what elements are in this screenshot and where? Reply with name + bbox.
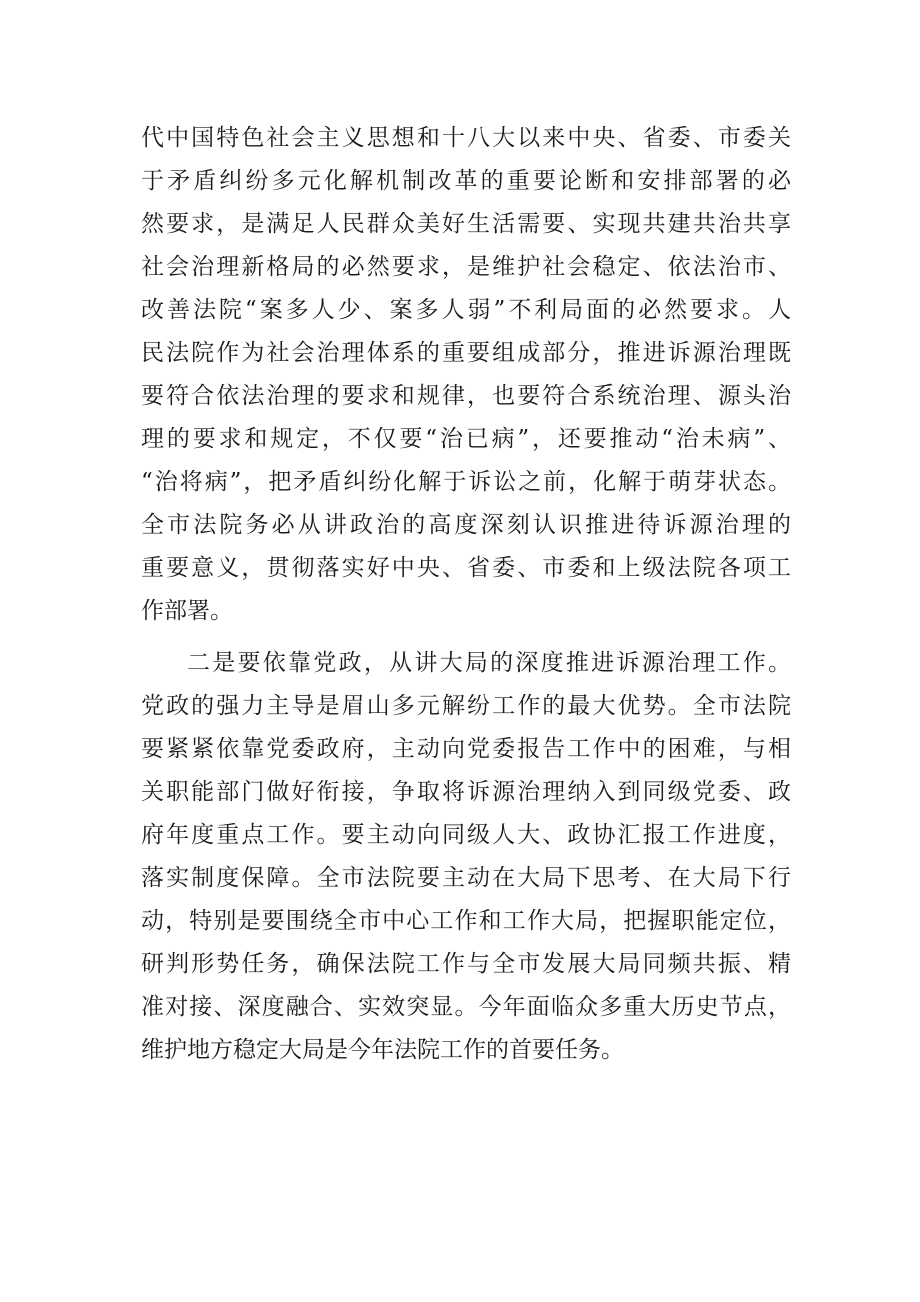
text-line: “治将病”，把矛盾纠纷化解于诉讼之前，化解于萌芽状态。 xyxy=(141,469,791,495)
text-line: 要符合依法治理的要求和规律，也要符合系统治理、源头治 xyxy=(141,383,791,409)
text-line: 改善法院“案多人少、案多人弱”不利局面的必然要求。人 xyxy=(141,297,791,323)
text-line: 动，特别是要围绕全市中心工作和工作大局，把握职能定位， xyxy=(141,908,791,934)
text-line: 然要求，是满足人民群众美好生活需要、实现共建共治共享 xyxy=(141,211,791,237)
text-line: 党政的强力主导是眉山多元解纷工作的最大优势。全市法院 xyxy=(141,693,791,719)
text-line: 代中国特色社会主义思想和十八大以来中央、省委、市委关 xyxy=(141,125,791,151)
document-body xyxy=(141,117,791,1072)
text-line: 府年度重点工作。要主动向同级人大、政协汇报工作进度， xyxy=(141,822,791,848)
text-line: 研判形势任务，确保法院工作与全市发展大局同频共振、精 xyxy=(141,951,791,977)
text-line: 准对接、深度融合、实效突显。今年面临众多重大历史节点， xyxy=(141,994,791,1020)
text-line: 社会治理新格局的必然要求，是维护社会稳定、依法治市、 xyxy=(141,254,791,280)
paragraph-2 xyxy=(141,642,791,1072)
text-line: 民法院作为社会治理体系的重要组成部分，推进诉源治理既 xyxy=(141,340,791,366)
text-line: 关职能部门做好衔接，争取将诉源治理纳入到同级党委、政 xyxy=(141,779,791,805)
text-line: 落实制度保障。全市法院要主动在大局下思考、在大局下行 xyxy=(141,865,791,891)
text-line: 作部署。 xyxy=(141,598,233,624)
text-line: 全市法院务必从讲政治的高度深刻认识推进待诉源治理的 xyxy=(141,512,791,538)
paragraph-gap xyxy=(141,633,791,642)
text-line: 重要意义，贯彻落实好中央、省委、市委和上级法院各项工 xyxy=(141,555,791,581)
text-line: 于矛盾纠纷多元化解机制改革的重要论断和安排部署的必 xyxy=(141,168,791,194)
text-line: 理的要求和规定，不仅要“治已病”，还要推动“治未病”、 xyxy=(141,426,791,452)
paragraph-1 xyxy=(141,117,791,633)
text-line: 维护地方稳定大局是今年法院工作的首要任务。 xyxy=(141,1037,624,1063)
text-line: 要紧紧依靠党委政府，主动向党委报告工作中的困难，与相 xyxy=(141,736,791,762)
text-line: 二是要依靠党政，从讲大局的深度推进诉源治理工作。 xyxy=(187,650,791,676)
